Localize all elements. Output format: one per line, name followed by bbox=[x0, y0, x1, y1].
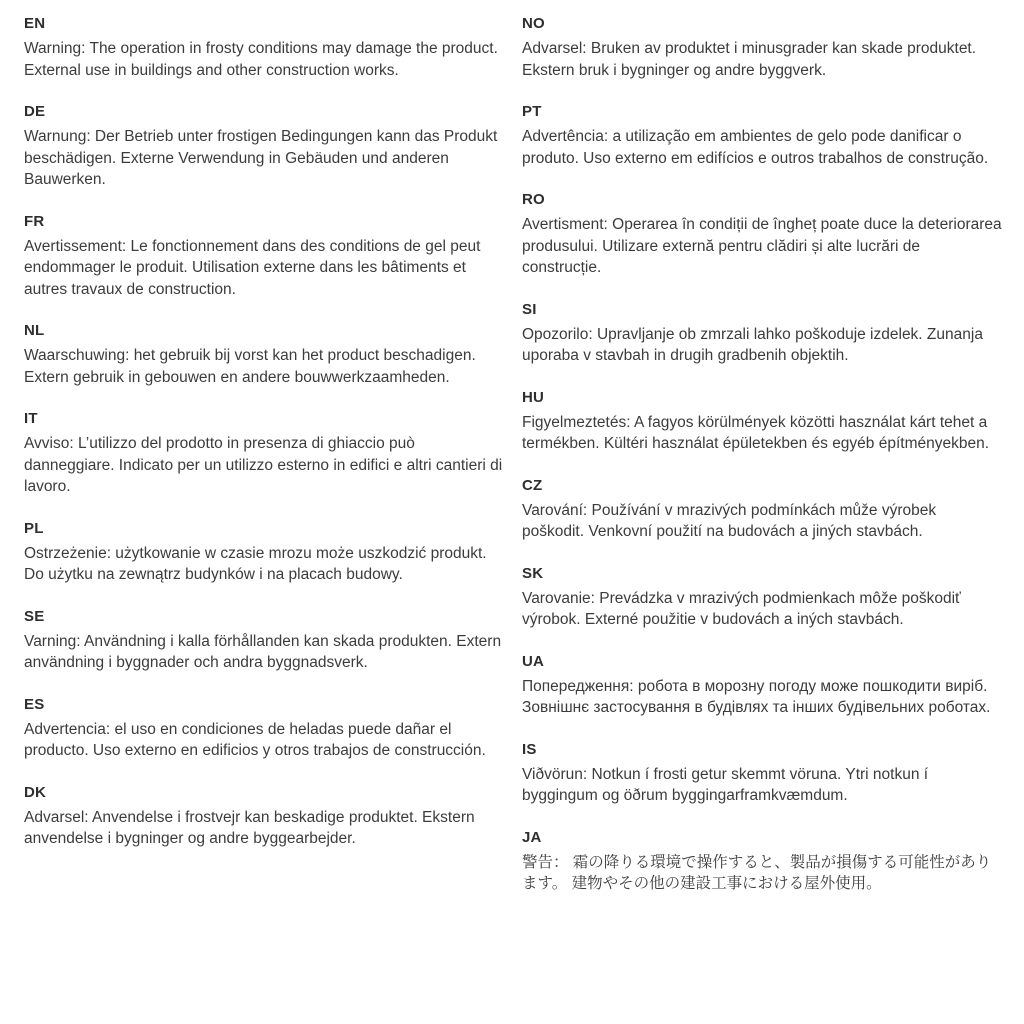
lang-section-no bbox=[522, 13, 1002, 81]
lang-code-no: NO bbox=[522, 15, 545, 32]
warning-text-nl: Waarschuwing: het gebruik bij vorst kan het product beschadigen. Extern gebruik in gebouwen en andere bouwwerkzaamheden. bbox=[24, 347, 476, 386]
warning-text-ua: Попередження: робота в морозну погоду може пошкодити виріб. Зовнішнє застосування в будівлях та інших будівельних роботах. bbox=[522, 677, 991, 716]
warning-text-pl: Ostrzeżenie: użytkowanie w czasie mrozu może uszkodzić produkt. Do użytku na zewnątrz budynków i na placach budowy. bbox=[24, 544, 487, 583]
warning-text-se: Varning: Användning i kalla förhållanden kan skada produkten. Extern användning i byggnader och andra byggnadsverk. bbox=[24, 632, 502, 671]
lang-section-ro bbox=[522, 189, 1002, 279]
warning-text-de: Warnung: Der Betrieb unter frostigen Bedingungen kann das Produkt beschädigen. Externe Verwendung in Gebäuden und anderen Bauwerken. bbox=[24, 128, 498, 188]
warning-text-hu: Figyelmeztetés: A fagyos körülmények közötti használat kárt tehet a termékben. Kültéri használat épületekben és egyéb építményekben. bbox=[522, 413, 990, 452]
lang-section-se bbox=[24, 606, 504, 674]
lang-code-se: SE bbox=[24, 607, 45, 625]
warning-text-ro: Avertisment: Operarea în condiții de îngheț poate duce la deteriorarea produsului. Utilizare externă pentru clădiri și alte lucrări de construcție. bbox=[522, 216, 1002, 276]
right-column bbox=[522, 13, 1002, 915]
warning-text-no: Advarsel: Bruken av produktet i minusgrader kan skade produktet. Ekstern bruk i bygninger og andre byggverk. bbox=[522, 40, 977, 79]
lang-section-es bbox=[24, 694, 504, 762]
lang-code-it: IT bbox=[24, 410, 38, 427]
lang-section-hu bbox=[522, 387, 1002, 455]
lang-code-cz: CZ bbox=[522, 476, 543, 494]
lang-section-dk bbox=[24, 782, 504, 850]
lang-code-pt: PT bbox=[522, 103, 542, 120]
lang-code-ua: UA bbox=[522, 652, 545, 670]
lang-section-it bbox=[24, 408, 504, 498]
lang-code-si: SI bbox=[522, 300, 537, 318]
warning-text-sk: Varovanie: Prevádzka v mrazivých podmienkach môže poškodiť výrobok. Externé použitie v budovách a iných stavbách. bbox=[522, 589, 961, 628]
lang-code-pl: PL bbox=[24, 519, 44, 537]
lang-section-ua bbox=[522, 651, 1002, 719]
warning-text-en: Warning: The operation in frosty conditions may damage the product. External use in buildings and other construction works. bbox=[24, 40, 498, 79]
lang-code-ro: RO bbox=[522, 191, 545, 208]
warning-text-it: Avviso: L’utilizzo del prodotto in presenza di ghiaccio può danneggiare. Indicato per un utilizzo esterno in edifici e altri cantieri di lavoro. bbox=[24, 435, 503, 495]
lang-section-fr bbox=[24, 211, 504, 301]
lang-code-fr: FR bbox=[24, 212, 45, 230]
lang-section-si bbox=[522, 299, 1002, 367]
lang-section-is bbox=[522, 739, 1002, 807]
lang-section-pt bbox=[522, 101, 1002, 169]
lang-code-nl: NL bbox=[24, 322, 45, 339]
warning-text-ja: 警告： 霜の降りる環境で操作すると、製品が損傷する可能性があります。 建物やその他の建設工事における屋外使用。 bbox=[522, 853, 992, 892]
lang-code-en: EN bbox=[24, 15, 46, 32]
lang-section-de bbox=[24, 101, 504, 191]
warning-text-fr: Avertissement: Le fonctionnement dans des conditions de gel peut endommager le produit. Utilisation externe dans les bâtiments et autres travaux de construction. bbox=[24, 237, 481, 298]
lang-code-dk: DK bbox=[24, 783, 47, 801]
lang-code-es: ES bbox=[24, 695, 45, 713]
warning-text-dk: Advarsel: Anvendelse i frostvejr kan beskadige produktet. Ekstern anvendelse i bygninger og andre byggearbejder. bbox=[24, 808, 475, 847]
lang-section-pl bbox=[24, 518, 504, 586]
lang-section-nl bbox=[24, 320, 504, 388]
lang-code-hu: HU bbox=[522, 388, 545, 406]
warning-text-es: Advertencia: el uso en condiciones de heladas puede dañar el producto. Uso externo en edificios y otros trabajos de construcción. bbox=[24, 720, 486, 759]
lang-code-sk: SK bbox=[522, 564, 544, 582]
warning-text-pt: Advertência: a utilização em ambientes de gelo pode danificar o produto. Uso externo em edifícios e outros trabalhos de construção. bbox=[522, 128, 989, 167]
left-column bbox=[24, 13, 504, 915]
lang-code-is: IS bbox=[522, 740, 537, 758]
lang-section-ja bbox=[522, 827, 1002, 895]
lang-code-de: DE bbox=[24, 103, 46, 120]
lang-section-en bbox=[24, 13, 504, 81]
warning-text-si: Opozorilo: Upravljanje ob zmrzali lahko poškoduje izdelek. Zunanja uporaba v stavbah in drugih gradbenih objektih. bbox=[522, 325, 983, 364]
lang-section-cz bbox=[522, 475, 1002, 543]
warning-text-is: Viðvörun: Notkun í frosti getur skemmt vöruna. Ytri notkun í byggingum og öðrum byggingarframkvæmdum. bbox=[522, 765, 929, 804]
lang-code-ja: JA bbox=[522, 828, 542, 846]
warning-text-cz: Varování: Používání v mrazivých podmínkách může výrobek poškodit. Venkovní použití na budovách a jiných stavbách. bbox=[522, 501, 937, 540]
lang-section-sk bbox=[522, 563, 1002, 631]
